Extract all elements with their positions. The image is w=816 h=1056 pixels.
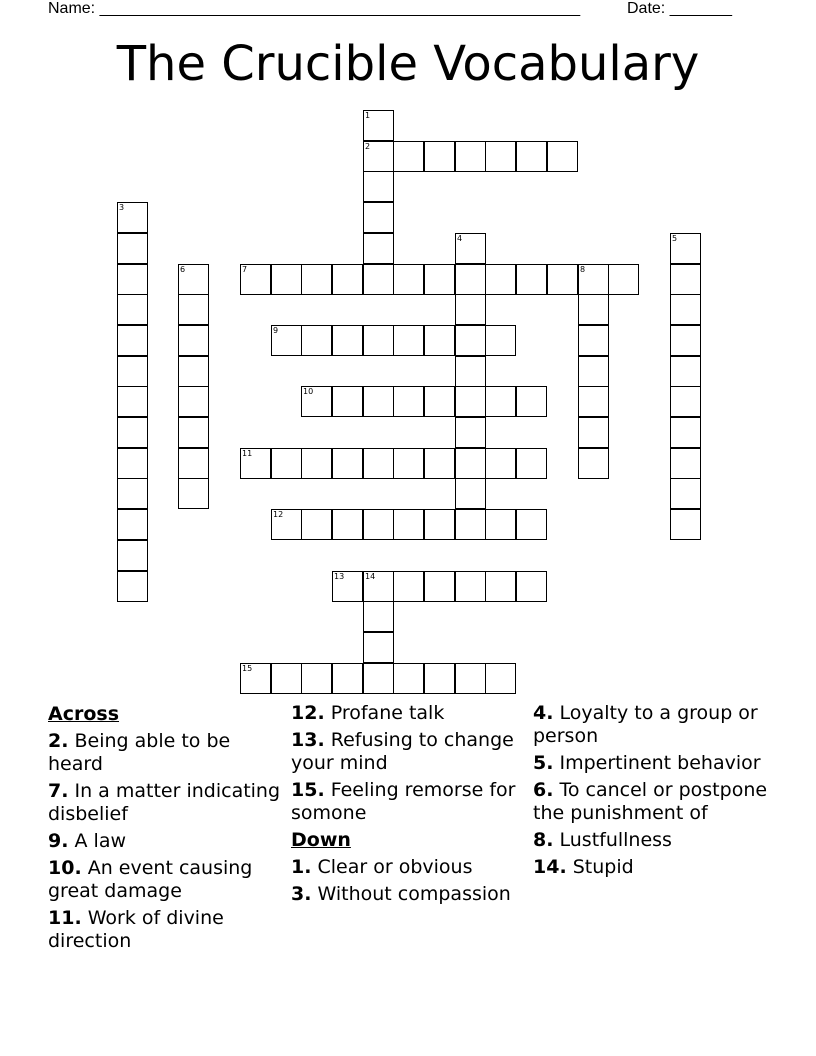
crossword-cell[interactable] <box>485 448 516 479</box>
clue-column-3 <box>533 702 773 883</box>
crossword-cell[interactable] <box>393 448 424 479</box>
crossword-cell[interactable] <box>393 141 424 172</box>
clue-down-4: 4. Loyalty to a group or person <box>533 702 758 747</box>
crossword-cell[interactable] <box>455 571 486 602</box>
crossword-cell[interactable] <box>363 509 394 540</box>
crossword-cell[interactable] <box>424 448 455 479</box>
crossword-cell[interactable] <box>363 233 394 264</box>
crossword-cell[interactable] <box>363 110 394 141</box>
crossword-cell[interactable] <box>485 325 516 356</box>
crossword-cell[interactable] <box>670 478 701 509</box>
page-title: The Crucible Vocabulary <box>116 36 700 92</box>
crossword-cell[interactable] <box>332 264 363 295</box>
clue-down-14: 14. Stupid <box>533 856 634 878</box>
crossword-cell[interactable] <box>424 325 455 356</box>
crossword-cell[interactable] <box>332 509 363 540</box>
crossword-cell[interactable] <box>516 386 547 417</box>
crossword-cell[interactable] <box>363 264 394 295</box>
crossword-cell[interactable] <box>178 448 209 479</box>
crossword-cell[interactable] <box>485 386 516 417</box>
crossword-cell[interactable] <box>424 571 455 602</box>
clue-across-9: 9. A law <box>48 830 126 852</box>
crossword-cell[interactable] <box>670 356 701 387</box>
crossword-cell[interactable] <box>363 171 394 202</box>
crossword-cell[interactable] <box>455 417 486 448</box>
clue-column-2 <box>291 702 531 910</box>
crossword-cell[interactable] <box>455 448 486 479</box>
crossword-cell[interactable] <box>301 663 332 694</box>
crossword-cell[interactable] <box>578 356 609 387</box>
crossword-cell[interactable] <box>117 417 148 448</box>
clue-number-label: 3 <box>119 203 125 212</box>
clue-column-1 <box>48 702 288 957</box>
crossword-cell[interactable] <box>178 386 209 417</box>
clue-number-label: 5 <box>672 234 678 243</box>
crossword-cell[interactable] <box>455 356 486 387</box>
crossword-cell[interactable] <box>578 294 609 325</box>
crossword-cell[interactable] <box>117 478 148 509</box>
crossword-cell[interactable] <box>516 141 547 172</box>
clue-down-3: 3. Without compassion <box>291 883 511 905</box>
crossword-cell[interactable] <box>332 448 363 479</box>
crossword-cell[interactable] <box>455 325 486 356</box>
clue-across-11: 11. Work of divine direction <box>48 907 224 952</box>
clue-number-label: 9 <box>273 326 279 335</box>
crossword-cell[interactable] <box>424 264 455 295</box>
crossword-cell[interactable] <box>363 571 394 602</box>
clue-down-5: 5. Impertinent behavior <box>533 752 761 774</box>
crossword-cell[interactable] <box>363 663 394 694</box>
crossword-cell[interactable] <box>670 264 701 295</box>
crossword-cell[interactable] <box>363 386 394 417</box>
clue-across-12: 12. Profane talk <box>291 702 445 724</box>
crossword-cell[interactable] <box>117 325 148 356</box>
crossword-cell[interactable] <box>670 509 701 540</box>
crossword-cell[interactable] <box>363 448 394 479</box>
down-heading: Down <box>291 829 351 851</box>
crossword-cell[interactable] <box>670 325 701 356</box>
crossword-cell[interactable] <box>424 663 455 694</box>
crossword-cell[interactable] <box>547 264 578 295</box>
crossword-cell[interactable] <box>271 663 302 694</box>
crossword-cell[interactable] <box>117 448 148 479</box>
crossword-cell[interactable] <box>670 386 701 417</box>
crossword-cell[interactable] <box>485 509 516 540</box>
crossword-cell[interactable] <box>117 202 148 233</box>
clue-number-label: 6 <box>180 265 186 274</box>
clue-across-2: 2. Being able to be heard <box>48 730 231 775</box>
clue-number-label: 10 <box>303 387 314 396</box>
clue-down-1: 1. Clear or obvious <box>291 856 473 878</box>
crossword-cell[interactable] <box>117 509 148 540</box>
date-field-label: Date: _______ <box>627 0 732 17</box>
crossword-cell[interactable] <box>332 386 363 417</box>
clue-down-6: 6. To cancel or postpone the punishment of <box>533 779 768 824</box>
crossword-cell[interactable] <box>178 294 209 325</box>
crossword-cell[interactable] <box>393 325 424 356</box>
clue-across-10: 10. An event causing great damage <box>48 857 253 902</box>
crossword-cell[interactable] <box>178 417 209 448</box>
clue-number-label: 12 <box>273 510 284 519</box>
crossword-cell[interactable] <box>485 264 516 295</box>
crossword-cell[interactable] <box>271 509 302 540</box>
crossword-cell[interactable] <box>455 509 486 540</box>
crossword-cell[interactable] <box>117 540 148 571</box>
clue-number-label: 14 <box>365 572 376 581</box>
crossword-cell[interactable] <box>485 141 516 172</box>
crossword-cell[interactable] <box>178 478 209 509</box>
crossword-cell[interactable] <box>393 663 424 694</box>
crossword-cell[interactable] <box>455 386 486 417</box>
crossword-cell[interactable] <box>578 417 609 448</box>
crossword-cell[interactable] <box>301 264 332 295</box>
crossword-cell[interactable] <box>578 386 609 417</box>
crossword-cell[interactable] <box>424 386 455 417</box>
crossword-cell[interactable] <box>332 325 363 356</box>
crossword-cell[interactable] <box>516 571 547 602</box>
crossword-cell[interactable] <box>363 202 394 233</box>
crossword-cell[interactable] <box>240 663 271 694</box>
crossword-cell[interactable] <box>301 386 332 417</box>
crossword-cell[interactable] <box>301 509 332 540</box>
crossword-cell[interactable] <box>117 386 148 417</box>
clue-number-label: 13 <box>334 572 345 581</box>
crossword-cell[interactable] <box>271 264 302 295</box>
crossword-cell[interactable] <box>117 571 148 602</box>
crossword-cell[interactable] <box>455 233 486 264</box>
clue-number-label: 1 <box>365 111 371 120</box>
crossword-cell[interactable] <box>578 448 609 479</box>
crossword-cell[interactable] <box>393 509 424 540</box>
crossword-cell[interactable] <box>301 448 332 479</box>
crossword-cell[interactable] <box>485 663 516 694</box>
crossword-cell[interactable] <box>485 571 516 602</box>
crossword-cell[interactable] <box>332 663 363 694</box>
crossword-cell[interactable] <box>363 601 394 632</box>
crossword-cell[interactable] <box>393 264 424 295</box>
crossword-cell[interactable] <box>178 356 209 387</box>
clue-number-label: 4 <box>457 234 463 243</box>
clue-number-label: 8 <box>580 265 586 274</box>
name-field-label: Name: ______________________________________________________ <box>48 0 581 17</box>
crossword-cell[interactable] <box>455 663 486 694</box>
clue-down-8: 8. Lustfullness <box>533 829 672 851</box>
crossword-cell[interactable] <box>516 448 547 479</box>
crossword-cell[interactable] <box>516 264 547 295</box>
crossword-cell[interactable] <box>578 264 609 295</box>
crossword-cell[interactable] <box>117 233 148 264</box>
crossword-cell[interactable] <box>363 325 394 356</box>
crossword-cell[interactable] <box>117 356 148 387</box>
crossword-cell[interactable] <box>393 386 424 417</box>
crossword-cell[interactable] <box>117 264 148 295</box>
crossword-cell[interactable] <box>424 509 455 540</box>
crossword-cell[interactable] <box>178 264 209 295</box>
clue-number-label: 2 <box>365 142 371 151</box>
crossword-cell[interactable] <box>516 509 547 540</box>
crossword-cell[interactable] <box>363 141 394 172</box>
crossword-cell[interactable] <box>670 294 701 325</box>
crossword-cell[interactable] <box>547 141 578 172</box>
crossword-cell[interactable] <box>455 478 486 509</box>
across-heading: Across <box>48 703 120 725</box>
crossword-cell[interactable] <box>393 571 424 602</box>
crossword-cell[interactable] <box>271 325 302 356</box>
crossword-cell[interactable] <box>578 325 609 356</box>
crossword-cell[interactable] <box>301 325 332 356</box>
crossword-cell[interactable] <box>424 141 455 172</box>
crossword-cell[interactable] <box>670 417 701 448</box>
crossword-cell[interactable] <box>332 571 363 602</box>
crossword-cell[interactable] <box>608 264 639 295</box>
clue-number-label: 15 <box>242 664 253 673</box>
clue-number-label: 7 <box>242 265 248 274</box>
crossword-cell[interactable] <box>455 264 486 295</box>
crossword-cell[interactable] <box>670 233 701 264</box>
clue-number-label: 11 <box>242 449 253 458</box>
crossword-cell[interactable] <box>271 448 302 479</box>
clue-across-13: 13. Refusing to change your mind <box>291 729 514 774</box>
crossword-cell[interactable] <box>363 632 394 663</box>
crossword-cell[interactable] <box>670 448 701 479</box>
crossword-cell[interactable] <box>240 448 271 479</box>
clue-across-7: 7. In a matter indicating disbelief <box>48 780 281 825</box>
crossword-cell[interactable] <box>178 325 209 356</box>
crossword-cell[interactable] <box>117 294 148 325</box>
clue-across-15: 15. Feeling remorse for somone <box>291 779 516 824</box>
crossword-cell[interactable] <box>240 264 271 295</box>
crossword-cell[interactable] <box>455 294 486 325</box>
crossword-cell[interactable] <box>455 141 486 172</box>
